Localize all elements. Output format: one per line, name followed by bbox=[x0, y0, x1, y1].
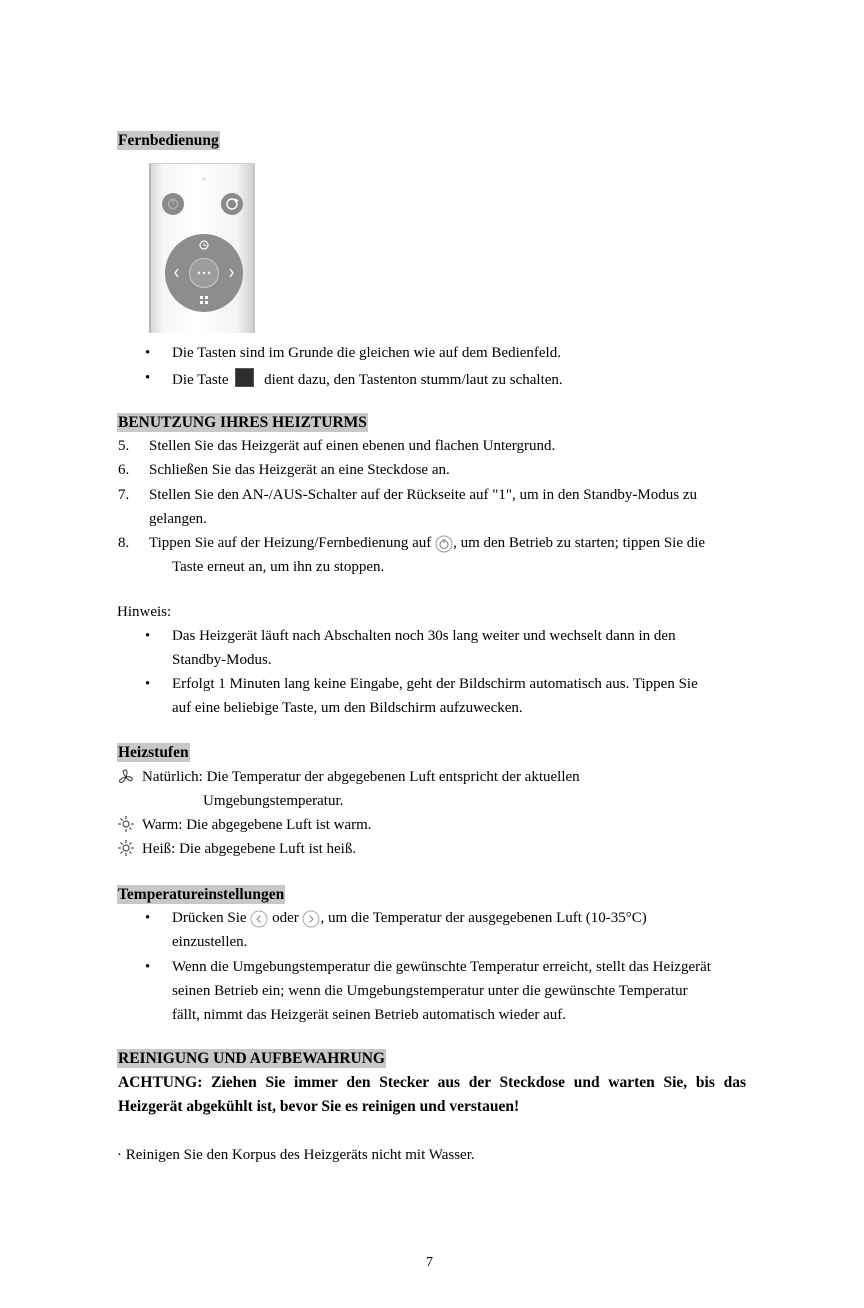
section-heading-usage: BENUTZUNG IHRES HEIZTURMS bbox=[118, 414, 367, 431]
text-segment: Drücken Sie bbox=[172, 910, 247, 926]
warning-line-2: Heizgerät abgekühlt ist, bevor Sie es reinigen und verstauen! bbox=[118, 1098, 520, 1115]
temp-bullet-1-cont: einzustellen. bbox=[172, 934, 248, 950]
step-text: Schließen Sie das Heizgerät an eine Steckdose an. bbox=[149, 462, 450, 478]
remote-dpad bbox=[165, 234, 243, 312]
step-number: 8. bbox=[118, 535, 130, 551]
mute-button-icon bbox=[235, 368, 254, 387]
temp-bullet-2: Wenn die Umgebungstemperatur die gewünschte Temperatur erreicht, stellt das Heizgerät bbox=[172, 959, 711, 975]
bullet-dot: • bbox=[145, 370, 151, 386]
ellipsis-icon bbox=[189, 258, 219, 288]
text-segment: Die Taste bbox=[172, 372, 229, 388]
heat-level-hot: Heiß: Die abgegebene Luft ist heiß. bbox=[142, 841, 357, 857]
mode-cycle-icon bbox=[221, 193, 243, 215]
remote-bullet-1: Die Tasten sind im Grunde die gleichen wie auf dem Bedienfeld. bbox=[172, 345, 561, 361]
sun-icon bbox=[117, 815, 135, 833]
text-segment: oder bbox=[272, 910, 299, 926]
heat-level-natural: Natürlich: Die Temperatur der abgegebenen Luft entspricht der aktuellen bbox=[142, 769, 580, 785]
remote-bullet-2 bbox=[172, 368, 563, 390]
note-bullet-2-cont: auf eine beliebige Taste, um den Bildschirm aufzuwecken. bbox=[172, 700, 523, 716]
chevron-right-icon bbox=[302, 910, 320, 928]
text-segment: , um die Temperatur der ausgegebenen Luft (10-35°C) bbox=[320, 910, 647, 926]
power-icon bbox=[435, 535, 453, 553]
step-text: Taste erneut an, um ihn zu stoppen. bbox=[172, 559, 385, 575]
step-number: 5. bbox=[118, 438, 130, 454]
warning-line-1: ACHTUNG: Ziehen Sie immer den Stecker aus der Steckdose und warten Sie, bis das bbox=[118, 1074, 746, 1091]
step-text bbox=[149, 533, 705, 553]
temp-bullet-1 bbox=[172, 908, 647, 928]
section-heading-cleaning: REINIGUNG UND AUFBEWAHRUNG bbox=[118, 1050, 385, 1067]
fan-icon bbox=[117, 768, 135, 786]
page-number: 7 bbox=[426, 1255, 433, 1270]
remote-led bbox=[202, 177, 206, 181]
remote-control-image bbox=[149, 163, 255, 333]
sun-hot-icon bbox=[117, 839, 135, 857]
step-text: gelangen. bbox=[149, 511, 207, 527]
bullet-dot: • bbox=[145, 910, 151, 926]
note-bullet-1-cont: Standby-Modus. bbox=[172, 652, 272, 668]
section-heading-remote: Fernbedienung bbox=[118, 132, 219, 149]
temp-bullet-2-cont: fällt, nimmt das Heizgerät seinen Betrieb automatisch wieder auf. bbox=[172, 1007, 567, 1023]
step-text: Stellen Sie den AN-/AUS-Schalter auf der Rückseite auf "1", um in den Standby-Modus zu bbox=[149, 487, 697, 503]
heat-level-warm: Warm: Die abgegebene Luft ist warm. bbox=[142, 817, 372, 833]
bullet-dot: • bbox=[145, 676, 151, 692]
bullet-dot: • bbox=[145, 628, 151, 644]
bullet-dot: • bbox=[145, 959, 151, 975]
chevron-left-icon bbox=[250, 910, 268, 928]
cleaning-note: · Reinigen Sie den Korpus des Heizgeräts nicht mit Wasser. bbox=[117, 1147, 475, 1163]
heat-level-natural-cont: Umgebungstemperatur. bbox=[203, 793, 344, 809]
bullet-dot: • bbox=[145, 345, 151, 361]
text-segment: Tippen Sie auf der Heizung/Fernbedienung auf bbox=[149, 535, 432, 551]
step-text: Stellen Sie das Heizgerät auf einen ebenen und flachen Untergrund. bbox=[149, 438, 556, 454]
note-label: Hinweis: bbox=[117, 604, 172, 620]
step-number: 7. bbox=[118, 487, 130, 503]
note-bullet-2: Erfolgt 1 Minuten lang keine Eingabe, geht der Bildschirm automatisch aus. Tippen Sie bbox=[172, 676, 698, 692]
power-icon bbox=[162, 193, 184, 215]
note-bullet-1: Das Heizgerät läuft nach Abschalten noch 30s lang weiter und wechselt dann in den bbox=[172, 628, 676, 644]
section-heading-heat: Heizstufen bbox=[118, 744, 189, 761]
text-segment: , um den Betrieb zu starten; tippen Sie die bbox=[453, 535, 706, 551]
temp-bullet-2-cont: seinen Betrieb ein; wenn die Umgebungstemperatur unter die gewünschte Temperatur bbox=[172, 983, 688, 999]
section-heading-temperature: Temperatureinstellungen bbox=[118, 886, 285, 903]
step-number: 6. bbox=[118, 462, 130, 478]
text-segment: dient dazu, den Tastenton stumm/laut zu schalten. bbox=[264, 372, 563, 388]
